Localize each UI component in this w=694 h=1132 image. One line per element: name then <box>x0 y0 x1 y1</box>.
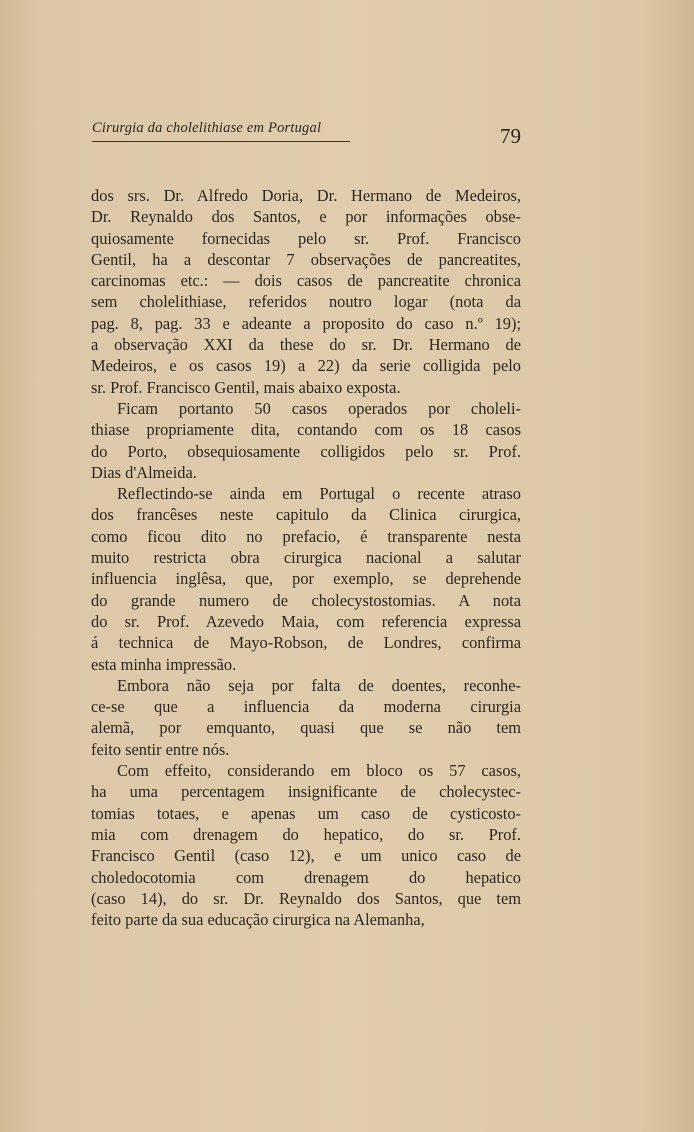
text-line: dos srs. Dr. Alfredo Doria, Dr. Hermano de Medeiros, <box>91 186 521 205</box>
text-line: do sr. Prof. Azevedo Maia, com referencia expressa <box>91 611 521 631</box>
paragraph <box>91 398 521 483</box>
paragraph <box>91 675 521 760</box>
paragraph <box>91 185 521 398</box>
text-line: pag. 8, pag. 33 e adeante a proposito do caso n.º 19); <box>91 313 521 333</box>
text-line: Dr. Reynaldo dos Santos, e por informações obse- <box>91 207 521 227</box>
running-title: Cirurgia da cholelithiase em Portugal <box>92 120 322 136</box>
text-line: Com effeito, considerando em bloco os 57 casos, <box>117 761 521 781</box>
body-text <box>91 185 521 930</box>
text-line: á technica de Mayo-Robson, de Londres, confirma <box>91 633 521 653</box>
header-rule <box>92 141 350 142</box>
text-line: feito parte da sua educação cirurgica na Alemanha, <box>91 910 425 930</box>
text-line: influencia inglêsa, que, por exemplo, se deprehende <box>91 569 521 589</box>
text-line: thiase propriamente dita, contando com os 18 casos <box>91 420 521 440</box>
text-line: Ficam portanto 50 casos operados por choleli- <box>117 398 521 418</box>
text-line: Gentil, ha a descontar 7 observações de pancreatites, <box>91 249 521 269</box>
page-header <box>92 120 522 150</box>
text-line: muito restricta obra cirurgica nacional a salutar <box>91 548 521 568</box>
text-line: dos francêses neste capitulo da Clinica cirurgica, <box>91 505 521 525</box>
text-line: (caso 14), do sr. Dr. Reynaldo dos Santos, que tem <box>91 888 521 908</box>
text-line: sem cholelithiase, referidos noutro logar (nota da <box>91 292 521 312</box>
text-line: feito sentir entre nós. <box>91 739 230 759</box>
text-line: alemã, por emquanto, quasi que se não tem <box>91 718 521 738</box>
text-line: Reflectindo-se ainda em Portugal o recente atraso <box>117 484 521 504</box>
text-line: Medeiros, e os casos 19) a 22) da serie colligida pelo <box>91 356 521 376</box>
text-line: ha uma percentagem insignificante de cholecystec- <box>91 782 521 802</box>
page-number: 79 <box>500 124 521 148</box>
text-line: Dias d'Almeida. <box>91 462 197 482</box>
text-line: sr. Prof. Francisco Gentil, mais abaixo exposta. <box>91 377 401 397</box>
text-line: carcinomas etc.: — dois casos de pancreatite chronica <box>91 271 521 291</box>
text-line: choledocotomia com drenagem do hepatico <box>91 867 521 887</box>
text-line: ce-se que a influencia da moderna cirurgia <box>91 697 521 717</box>
text-line: tomias totaes, e apenas um caso de cysticosto- <box>91 803 521 823</box>
text-line: esta minha impressão. <box>91 654 237 674</box>
text-line: Francisco Gentil (caso 12), e um unico caso de <box>91 846 521 866</box>
text-line: quiosamente fornecidas pelo sr. Prof. Francisco <box>91 228 521 248</box>
text-line: do grande numero de cholecystostomias. A nota <box>91 590 521 610</box>
paragraph <box>91 483 521 675</box>
paragraph <box>91 760 521 930</box>
text-line: Embora não seja por falta de doentes, reconhe- <box>117 675 521 695</box>
text-line: como ficou dito no prefacio, é transparente nesta <box>91 526 521 546</box>
text-line: mia com drenagem do hepatico, do sr. Prof. <box>91 824 521 844</box>
text-line: a observação XXI da these do sr. Dr. Hermano de <box>91 335 521 355</box>
text-line: do Porto, obsequiosamente colligidos pelo sr. Prof. <box>91 441 521 461</box>
